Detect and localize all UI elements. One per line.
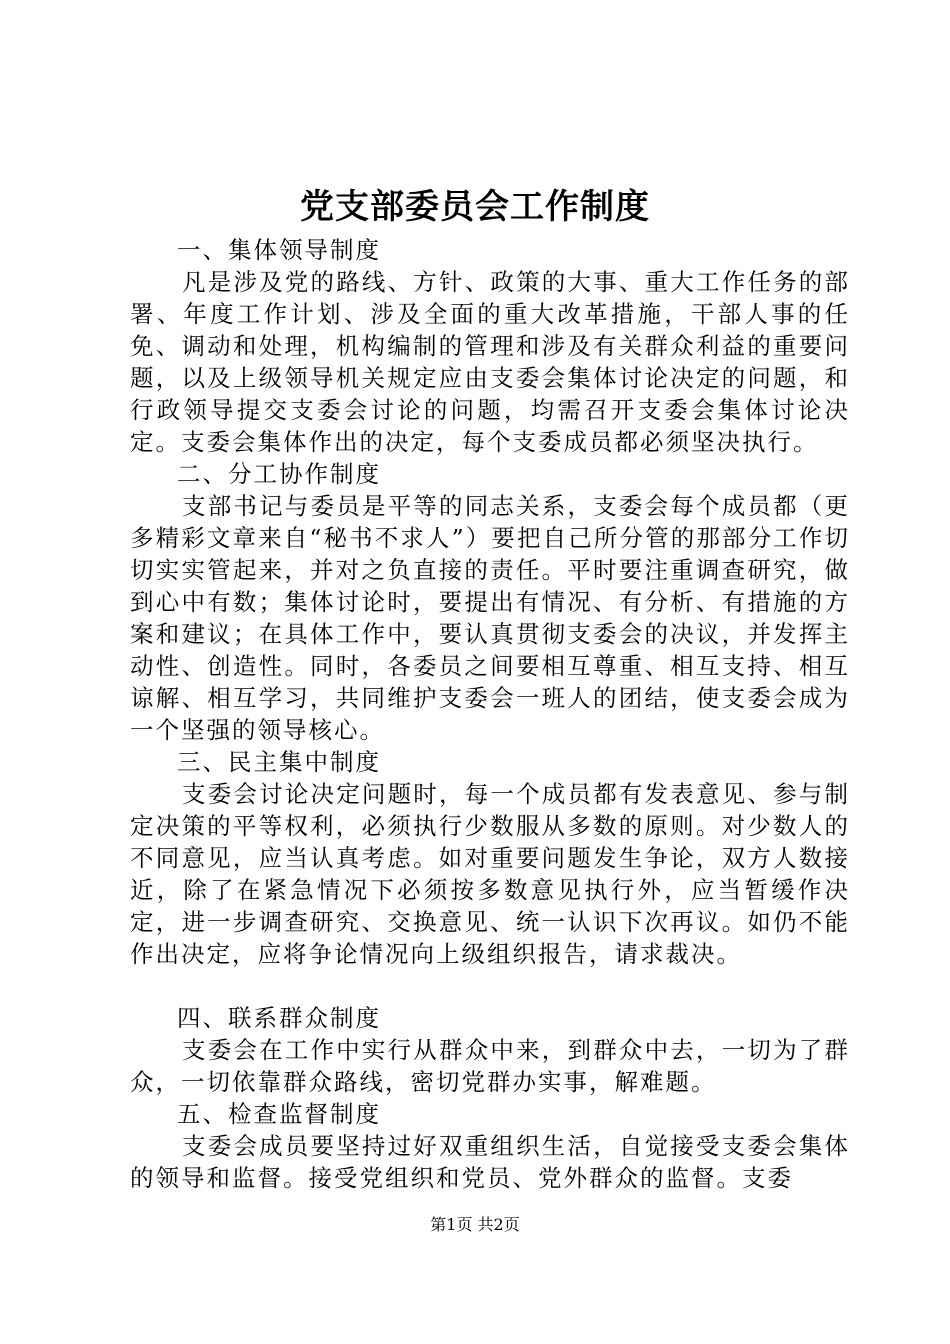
document-body — [130, 234, 850, 1194]
section-paragraph-democratic-centralism: 支委会讨论决定问题时，每一个成员都有发表意见、参与制定决策的平等权利，必须执行少数服从多数的原则。对少数人的不同意见，应当认真考虑。如对重要问题发生争论，双方人数接近，除了在紧急情况下必须按多数意见执行外，应当暂缓作决定，进一步调查研究、交换意见、统一认识下次再议。如仍不能作出决定，应将争论情况向上级组织报告，请求裁决。 — [130, 780, 850, 968]
document-title: 党支部委员会工作制度 — [300, 187, 650, 227]
section-heading-inspection-supervision: 五、检查监督制度 — [177, 1100, 381, 1128]
paragraph-spacer — [130, 970, 850, 1002]
page-number-footer: 第1页 共2页 — [430, 1215, 520, 1234]
section-paragraph-division-of-labor: 支部书记与委员是平等的同志关系，支委会每个成员都（更多精彩文章来自“秘书不求人”）要把自己所分管的那部分工作切切实实管起来，并对之负直接的责任。平时要注重调查研究，做到心中有数；集体讨论时，要提出有情况、有分析、有措施的方案和建议；在具体工作中，要认真贯彻支委会的决议，并发挥主动性、创造性。同时，各委员之间要相互尊重、相互支持、相互谅解、相互学习，共同维护支委会一班人的团结，使支委会成为一个坚强的领导核心。 — [130, 492, 850, 744]
section-heading-democratic-centralism: 三、民主集中制度 — [177, 748, 381, 776]
section-paragraph-inspection-supervision: 支委会成员要坚持过好双重组织生活，自觉接受支委会集体的领导和监督。接受党组织和党员、党外群众的监督。支委 — [130, 1132, 850, 1192]
section-paragraph-mass-contact: 支委会在工作中实行从群众中来，到群众中去，一切为了群众，一切依靠群众路线，密切党群办实事，解难题。 — [130, 1036, 850, 1096]
section-heading-mass-contact: 四、联系群众制度 — [177, 1004, 381, 1032]
section-heading-division-of-labor: 二、分工协作制度 — [177, 460, 381, 488]
section-heading-collective-leadership: 一、集体领导制度 — [177, 236, 381, 264]
section-paragraph-collective-leadership: 凡是涉及党的路线、方针、政策的大事、重大工作任务的部署、年度工作计划、涉及全面的重大改革措施，干部人事的任免、调动和处理，机构编制的管理和涉及有关群众利益的重要问题，以及上级领导机关规定应由支委会集体讨论决定的问题，和行政领导提交支委会讨论的问题，均需召开支委会集体讨论决定。支委会集体作出的决定，每个支委成员都必须坚决执行。 — [130, 268, 850, 456]
